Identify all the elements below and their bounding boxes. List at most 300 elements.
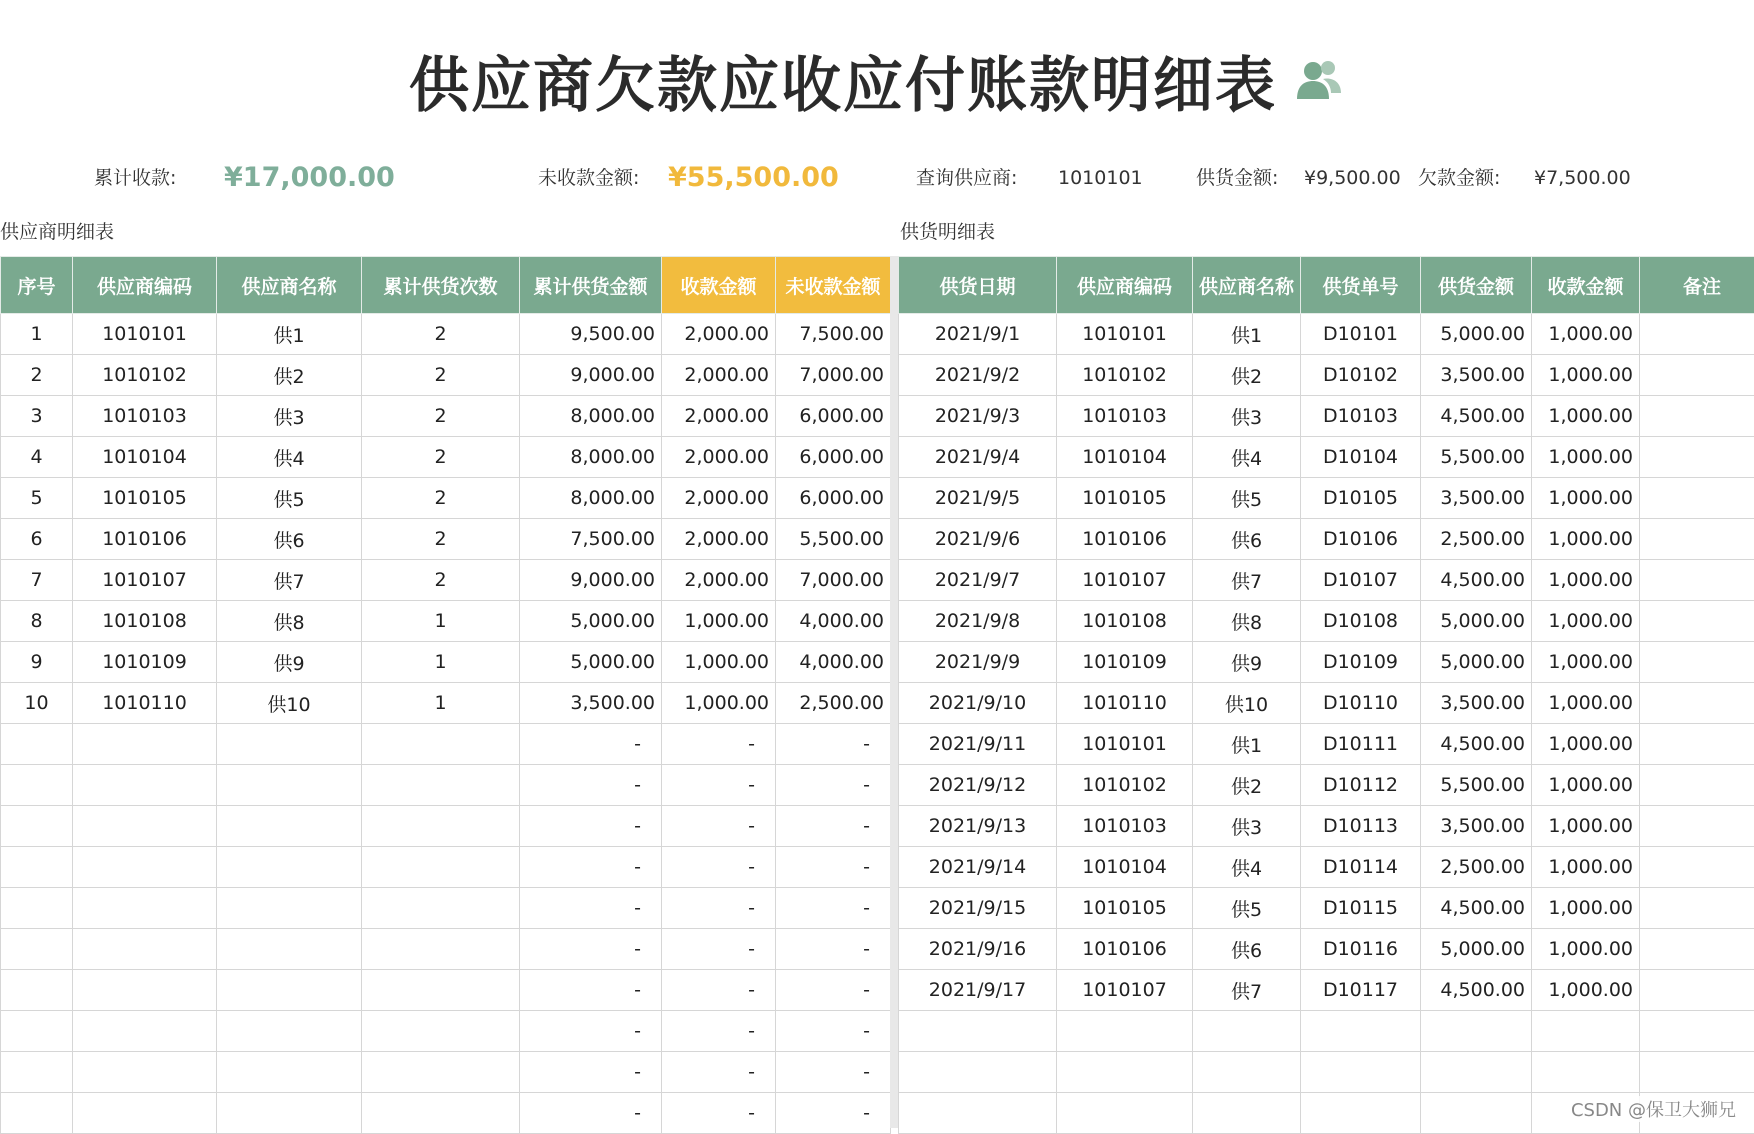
table-cell[interactable]: 供1 xyxy=(1193,724,1301,765)
table-cell[interactable] xyxy=(1640,806,1754,847)
table-cell[interactable] xyxy=(1532,1011,1640,1052)
table-cell[interactable] xyxy=(1,1011,73,1052)
table-cell[interactable] xyxy=(1640,396,1754,437)
table-cell[interactable]: 6,000.00 xyxy=(776,478,891,519)
table-cell[interactable]: D10117 xyxy=(1301,970,1421,1011)
table-cell[interactable]: 1,000.00 xyxy=(662,601,776,642)
table-cell[interactable]: 供4 xyxy=(1193,437,1301,478)
table-cell[interactable]: 1 xyxy=(362,683,520,724)
table-row xyxy=(899,560,1754,601)
table-cell[interactable]: 2021/9/6 xyxy=(899,519,1057,560)
table-cell[interactable] xyxy=(1193,1093,1301,1134)
table-cell[interactable]: - xyxy=(662,1011,776,1052)
table-cell[interactable]: 1010105 xyxy=(1057,888,1193,929)
table-cell[interactable] xyxy=(73,1052,217,1093)
table-cell[interactable]: 1,000.00 xyxy=(1532,519,1640,560)
table-cell[interactable]: 2 xyxy=(362,560,520,601)
table-cell[interactable]: - xyxy=(776,806,891,847)
table-cell[interactable]: 1 xyxy=(362,601,520,642)
table-cell[interactable] xyxy=(1,724,73,765)
table-cell[interactable]: 2,500.00 xyxy=(776,683,891,724)
table-cell[interactable]: 3,500.00 xyxy=(1421,683,1532,724)
table-cell[interactable]: 2021/9/1 xyxy=(899,314,1057,355)
table-cell[interactable]: 1010108 xyxy=(1057,601,1193,642)
table-cell[interactable] xyxy=(1640,847,1754,888)
table-cell[interactable]: 供10 xyxy=(217,683,362,724)
table-cell[interactable]: 2,500.00 xyxy=(1421,847,1532,888)
table-cell[interactable] xyxy=(1640,560,1754,601)
table-cell[interactable]: 供5 xyxy=(217,478,362,519)
table-cell[interactable]: 1010103 xyxy=(73,396,217,437)
table-cell[interactable]: 1,000.00 xyxy=(1532,847,1640,888)
table-cell[interactable] xyxy=(899,1011,1057,1052)
table-cell[interactable]: 2 xyxy=(362,519,520,560)
table-cell[interactable]: 6,000.00 xyxy=(776,396,891,437)
table-cell[interactable]: 1,000.00 xyxy=(1532,806,1640,847)
table-cell[interactable]: D10101 xyxy=(1301,314,1421,355)
table-cell[interactable] xyxy=(1301,1093,1421,1134)
table-cell[interactable]: 1010106 xyxy=(1057,519,1193,560)
table-cell[interactable]: 1,000.00 xyxy=(1532,560,1640,601)
table-cell[interactable]: 1010103 xyxy=(1057,806,1193,847)
table-cell[interactable]: 1010108 xyxy=(73,601,217,642)
table-cell[interactable]: 4,500.00 xyxy=(1421,724,1532,765)
table-cell[interactable]: 2,000.00 xyxy=(662,437,776,478)
table-cell[interactable]: - xyxy=(776,847,891,888)
table-cell[interactable]: 3 xyxy=(1,396,73,437)
supply-table-header-cell[interactable]: 供货日期 xyxy=(899,257,1057,314)
table-cell[interactable] xyxy=(73,1093,217,1134)
table-cell[interactable]: 1010102 xyxy=(1057,765,1193,806)
table-cell[interactable]: D10109 xyxy=(1301,642,1421,683)
table-cell[interactable]: 供4 xyxy=(1193,847,1301,888)
table-cell[interactable]: 1010106 xyxy=(1057,929,1193,970)
table-cell[interactable]: D10108 xyxy=(1301,601,1421,642)
table-cell[interactable] xyxy=(1057,1011,1193,1052)
table-cell[interactable] xyxy=(73,929,217,970)
table-cell[interactable]: 8,000.00 xyxy=(520,437,662,478)
query-supplier-input[interactable]: 1010101 xyxy=(1058,158,1143,198)
table-cell[interactable]: - xyxy=(520,929,662,970)
table-cell[interactable]: 9,500.00 xyxy=(520,314,662,355)
table-cell[interactable]: 1010104 xyxy=(1057,847,1193,888)
table-cell[interactable] xyxy=(362,1011,520,1052)
table-cell[interactable]: - xyxy=(520,806,662,847)
table-cell[interactable] xyxy=(73,724,217,765)
table-cell[interactable] xyxy=(217,765,362,806)
table-cell[interactable] xyxy=(1057,1052,1193,1093)
table-cell[interactable]: 2021/9/17 xyxy=(899,970,1057,1011)
table-cell[interactable]: 供3 xyxy=(1193,806,1301,847)
table-cell[interactable]: 供1 xyxy=(217,314,362,355)
table-cell[interactable] xyxy=(1,765,73,806)
table-cell[interactable]: 8,000.00 xyxy=(520,478,662,519)
table-cell[interactable]: - xyxy=(520,1052,662,1093)
table-cell[interactable]: D10112 xyxy=(1301,765,1421,806)
table-cell[interactable] xyxy=(362,970,520,1011)
table-cell[interactable]: 2021/9/11 xyxy=(899,724,1057,765)
table-cell[interactable]: 2,500.00 xyxy=(1421,519,1532,560)
table-cell[interactable]: 2021/9/15 xyxy=(899,888,1057,929)
table-cell[interactable]: D10107 xyxy=(1301,560,1421,601)
table-cell[interactable] xyxy=(1421,1011,1532,1052)
table-cell[interactable] xyxy=(1640,478,1754,519)
table-cell[interactable] xyxy=(73,970,217,1011)
supply-table-header-cell[interactable]: 供应商名称 xyxy=(1193,257,1301,314)
table-cell[interactable]: 1010107 xyxy=(1057,560,1193,601)
table-cell[interactable] xyxy=(217,970,362,1011)
table-cell[interactable]: 1010110 xyxy=(1057,683,1193,724)
table-cell[interactable]: 供6 xyxy=(1193,929,1301,970)
table-cell[interactable]: 1010107 xyxy=(1057,970,1193,1011)
table-cell[interactable]: 7,000.00 xyxy=(776,355,891,396)
table-cell[interactable]: 2021/9/3 xyxy=(899,396,1057,437)
table-cell[interactable]: 2 xyxy=(362,314,520,355)
table-cell[interactable]: 供7 xyxy=(1193,560,1301,601)
table-cell[interactable]: 2021/9/10 xyxy=(899,683,1057,724)
supply-table-header-cell[interactable]: 供货单号 xyxy=(1301,257,1421,314)
table-cell[interactable]: 9 xyxy=(1,642,73,683)
table-cell[interactable]: - xyxy=(776,724,891,765)
table-cell[interactable]: - xyxy=(776,765,891,806)
table-cell[interactable]: 1,000.00 xyxy=(1532,355,1640,396)
table-cell[interactable] xyxy=(1421,1052,1532,1093)
table-cell[interactable]: 1,000.00 xyxy=(1532,724,1640,765)
table-cell[interactable]: 1,000.00 xyxy=(1532,396,1640,437)
table-cell[interactable]: 5,000.00 xyxy=(1421,314,1532,355)
table-cell[interactable] xyxy=(1,888,73,929)
table-cell[interactable]: 6 xyxy=(1,519,73,560)
table-cell[interactable] xyxy=(1640,601,1754,642)
table-cell[interactable]: D10111 xyxy=(1301,724,1421,765)
table-cell[interactable]: 供6 xyxy=(217,519,362,560)
table-cell[interactable] xyxy=(362,765,520,806)
table-row xyxy=(1,519,891,560)
table-cell[interactable]: D10106 xyxy=(1301,519,1421,560)
table-cell[interactable]: 供4 xyxy=(217,437,362,478)
table-cell[interactable] xyxy=(1193,1011,1301,1052)
table-cell[interactable]: 1010109 xyxy=(1057,642,1193,683)
table-cell[interactable]: 4,500.00 xyxy=(1421,970,1532,1011)
table-cell[interactable] xyxy=(1193,1052,1301,1093)
table-cell[interactable]: 5,000.00 xyxy=(1421,642,1532,683)
table-cell[interactable]: 8,000.00 xyxy=(520,396,662,437)
table-row xyxy=(1,396,891,437)
table-cell[interactable]: 1010101 xyxy=(73,314,217,355)
table-cell[interactable]: 4 xyxy=(1,437,73,478)
table-cell[interactable]: 2021/9/12 xyxy=(899,765,1057,806)
table-cell[interactable]: - xyxy=(662,929,776,970)
table-cell[interactable] xyxy=(1,929,73,970)
table-cell[interactable]: - xyxy=(662,1052,776,1093)
table-cell[interactable] xyxy=(1,847,73,888)
table-cell[interactable]: 1,000.00 xyxy=(1532,314,1640,355)
table-cell[interactable]: 5,000.00 xyxy=(1421,601,1532,642)
table-cell[interactable]: 7,500.00 xyxy=(776,314,891,355)
table-cell[interactable]: 9,000.00 xyxy=(520,560,662,601)
table-cell[interactable] xyxy=(362,929,520,970)
table-cell[interactable]: 供2 xyxy=(1193,355,1301,396)
table-cell[interactable]: D10110 xyxy=(1301,683,1421,724)
table-cell[interactable]: 供7 xyxy=(217,560,362,601)
table-cell[interactable]: 4,000.00 xyxy=(776,642,891,683)
table-cell[interactable]: 1010104 xyxy=(73,437,217,478)
table-cell[interactable] xyxy=(1640,970,1754,1011)
table-cell[interactable]: 1,000.00 xyxy=(1532,683,1640,724)
table-cell[interactable] xyxy=(217,1011,362,1052)
table-cell[interactable]: 7 xyxy=(1,560,73,601)
table-cell[interactable]: D10115 xyxy=(1301,888,1421,929)
table-cell[interactable]: 5,000.00 xyxy=(520,642,662,683)
table-cell[interactable]: 1 xyxy=(1,314,73,355)
supply-table-header-cell[interactable]: 备注 xyxy=(1640,257,1754,314)
table-cell[interactable]: - xyxy=(776,1011,891,1052)
table-cell[interactable]: 供3 xyxy=(1193,396,1301,437)
table-cell[interactable]: 2,000.00 xyxy=(662,396,776,437)
table-cell[interactable] xyxy=(362,847,520,888)
table-cell[interactable]: - xyxy=(662,765,776,806)
table-cell[interactable]: D10103 xyxy=(1301,396,1421,437)
table-cell[interactable] xyxy=(1640,437,1754,478)
table-cell[interactable]: 供9 xyxy=(217,642,362,683)
table-cell[interactable]: 供8 xyxy=(1193,601,1301,642)
table-cell[interactable]: 1,000.00 xyxy=(1532,888,1640,929)
table-cell[interactable] xyxy=(217,1093,362,1134)
table-cell[interactable] xyxy=(217,1052,362,1093)
table-cell[interactable]: 1,000.00 xyxy=(662,642,776,683)
table-cell[interactable]: 1,000.00 xyxy=(1532,478,1640,519)
supplier-table-header-cell[interactable]: 序号 xyxy=(1,257,73,314)
table-cell[interactable] xyxy=(217,724,362,765)
table-cell[interactable]: 2 xyxy=(362,355,520,396)
table-cell[interactable]: 4,500.00 xyxy=(1421,396,1532,437)
table-cell[interactable]: 1010109 xyxy=(73,642,217,683)
table-cell[interactable] xyxy=(1,1093,73,1134)
table-cell[interactable]: - xyxy=(520,765,662,806)
table-cell[interactable]: 2,000.00 xyxy=(662,519,776,560)
table-cell[interactable]: - xyxy=(776,1093,891,1134)
table-cell[interactable]: 1,000.00 xyxy=(1532,970,1640,1011)
table-cell[interactable]: D10113 xyxy=(1301,806,1421,847)
table-cell[interactable]: 供10 xyxy=(1193,683,1301,724)
table-cell[interactable]: 1010106 xyxy=(73,519,217,560)
table-cell[interactable]: 1010105 xyxy=(73,478,217,519)
table-cell[interactable]: 5,000.00 xyxy=(1421,929,1532,970)
table-cell[interactable]: 1 xyxy=(362,642,520,683)
table-cell[interactable]: 供2 xyxy=(217,355,362,396)
table-cell[interactable] xyxy=(73,765,217,806)
table-cell[interactable]: 1,000.00 xyxy=(1532,601,1640,642)
table-cell[interactable] xyxy=(1640,314,1754,355)
table-cell[interactable]: 供7 xyxy=(1193,970,1301,1011)
table-cell[interactable]: 1010103 xyxy=(1057,396,1193,437)
table-cell[interactable]: 2021/9/9 xyxy=(899,642,1057,683)
supply-table-header-row xyxy=(899,257,1754,314)
table-cell[interactable]: - xyxy=(662,724,776,765)
table-cell[interactable]: - xyxy=(776,929,891,970)
supply-table-header-cell[interactable]: 供应商编码 xyxy=(1057,257,1193,314)
total-received-label: 累计收款: xyxy=(94,158,176,198)
table-cell[interactable]: 3,500.00 xyxy=(520,683,662,724)
table-cell[interactable]: 1010104 xyxy=(1057,437,1193,478)
table-cell[interactable]: - xyxy=(662,806,776,847)
table-cell[interactable] xyxy=(1640,355,1754,396)
table-cell[interactable]: - xyxy=(662,970,776,1011)
table-cell[interactable]: - xyxy=(520,1011,662,1052)
table-cell[interactable]: 1,000.00 xyxy=(1532,929,1640,970)
table-cell[interactable] xyxy=(1,1052,73,1093)
table-cell[interactable]: 2021/9/4 xyxy=(899,437,1057,478)
table-cell[interactable]: - xyxy=(662,888,776,929)
table-cell[interactable]: 5,500.00 xyxy=(1421,765,1532,806)
table-cell[interactable]: - xyxy=(776,1052,891,1093)
table-cell[interactable]: - xyxy=(776,888,891,929)
table-cell[interactable]: 4,000.00 xyxy=(776,601,891,642)
table-cell[interactable]: 供9 xyxy=(1193,642,1301,683)
table-cell[interactable] xyxy=(73,888,217,929)
table-cell[interactable] xyxy=(1,806,73,847)
table-cell[interactable]: 1010102 xyxy=(73,355,217,396)
table-cell[interactable]: 1010107 xyxy=(73,560,217,601)
table-cell[interactable]: 1010101 xyxy=(1057,314,1193,355)
table-cell[interactable] xyxy=(362,1093,520,1134)
table-cell[interactable]: - xyxy=(520,724,662,765)
table-cell[interactable] xyxy=(73,847,217,888)
table-cell[interactable]: 供2 xyxy=(1193,765,1301,806)
table-cell[interactable] xyxy=(1640,519,1754,560)
table-cell[interactable]: 1010102 xyxy=(1057,355,1193,396)
table-cell[interactable]: 10 xyxy=(1,683,73,724)
table-cell[interactable]: 供5 xyxy=(1193,478,1301,519)
table-cell[interactable]: 2021/9/16 xyxy=(899,929,1057,970)
table-cell[interactable] xyxy=(1640,888,1754,929)
table-cell[interactable]: 供3 xyxy=(217,396,362,437)
table-cell[interactable]: 供6 xyxy=(1193,519,1301,560)
table-cell[interactable]: D10114 xyxy=(1301,847,1421,888)
table-cell[interactable]: 2,000.00 xyxy=(662,478,776,519)
table-cell[interactable] xyxy=(1640,642,1754,683)
table-cell[interactable]: 1010101 xyxy=(1057,724,1193,765)
table-cell[interactable]: D10105 xyxy=(1301,478,1421,519)
table-cell[interactable]: 6,000.00 xyxy=(776,437,891,478)
table-cell[interactable] xyxy=(1640,765,1754,806)
table-cell[interactable]: 1,000.00 xyxy=(1532,437,1640,478)
table-cell[interactable]: - xyxy=(776,970,891,1011)
table-row xyxy=(1,601,891,642)
table-cell[interactable] xyxy=(362,806,520,847)
table-cell[interactable]: 供8 xyxy=(217,601,362,642)
table-cell[interactable] xyxy=(217,929,362,970)
table-cell[interactable] xyxy=(1057,1093,1193,1134)
table-cell[interactable] xyxy=(217,847,362,888)
table-cell[interactable]: 2021/9/8 xyxy=(899,601,1057,642)
table-cell[interactable]: 2 xyxy=(362,478,520,519)
supplier-table-header-cell[interactable]: 收款金额 xyxy=(662,257,776,314)
table-cell[interactable]: 3,500.00 xyxy=(1421,355,1532,396)
supplier-table-header-cell[interactable]: 未收款金额 xyxy=(776,257,891,314)
table-cell[interactable] xyxy=(1,970,73,1011)
supplier-table-header-cell[interactable]: 累计供货金额 xyxy=(520,257,662,314)
table-cell[interactable]: 供1 xyxy=(1193,314,1301,355)
table-cell[interactable] xyxy=(899,1093,1057,1134)
table-cell[interactable]: 2021/9/13 xyxy=(899,806,1057,847)
table-cell[interactable]: 1,000.00 xyxy=(1532,642,1640,683)
table-cell[interactable]: 7,000.00 xyxy=(776,560,891,601)
table-cell[interactable]: D10116 xyxy=(1301,929,1421,970)
table-cell[interactable]: 3,500.00 xyxy=(1421,478,1532,519)
table-cell[interactable]: - xyxy=(520,970,662,1011)
supplier-table-header-cell[interactable]: 供应商编码 xyxy=(73,257,217,314)
table-cell[interactable] xyxy=(1301,1052,1421,1093)
table-cell[interactable]: - xyxy=(662,1093,776,1134)
table-cell[interactable]: 2021/9/7 xyxy=(899,560,1057,601)
table-cell[interactable] xyxy=(362,1052,520,1093)
table-cell[interactable] xyxy=(899,1052,1057,1093)
table-cell[interactable]: 2021/9/5 xyxy=(899,478,1057,519)
supply-table-header-cell[interactable]: 供货金额 xyxy=(1421,257,1532,314)
table-cell[interactable]: - xyxy=(520,1093,662,1134)
table-cell[interactable]: 4,500.00 xyxy=(1421,560,1532,601)
table-cell[interactable] xyxy=(362,888,520,929)
table-cell[interactable]: - xyxy=(520,888,662,929)
table-cell[interactable] xyxy=(73,1011,217,1052)
table-cell[interactable]: 1,000.00 xyxy=(1532,765,1640,806)
table-cell[interactable] xyxy=(1640,724,1754,765)
table-cell[interactable]: 3,500.00 xyxy=(1421,806,1532,847)
table-cell[interactable]: 2,000.00 xyxy=(662,355,776,396)
table-cell[interactable]: 4,500.00 xyxy=(1421,888,1532,929)
supplier-table-header-cell[interactable]: 累计供货次数 xyxy=(362,257,520,314)
table-cell[interactable]: 5,500.00 xyxy=(1421,437,1532,478)
table-cell[interactable]: 9,000.00 xyxy=(520,355,662,396)
supplier-table-header-cell[interactable]: 供应商名称 xyxy=(217,257,362,314)
table-cell[interactable]: 1010105 xyxy=(1057,478,1193,519)
table-cell[interactable] xyxy=(1640,929,1754,970)
table-cell[interactable]: 2021/9/14 xyxy=(899,847,1057,888)
table-cell[interactable]: D10102 xyxy=(1301,355,1421,396)
table-cell[interactable]: 1010110 xyxy=(73,683,217,724)
table-cell[interactable]: 2021/9/2 xyxy=(899,355,1057,396)
table-cell[interactable]: 2 xyxy=(362,396,520,437)
table-cell[interactable]: - xyxy=(520,847,662,888)
table-cell[interactable]: 8 xyxy=(1,601,73,642)
table-cell[interactable] xyxy=(217,806,362,847)
table-cell[interactable]: 5,000.00 xyxy=(520,601,662,642)
table-cell[interactable]: D10104 xyxy=(1301,437,1421,478)
table-cell[interactable]: 2,000.00 xyxy=(662,314,776,355)
table-cell[interactable] xyxy=(1640,683,1754,724)
table-cell[interactable]: 5 xyxy=(1,478,73,519)
table-cell[interactable]: 7,500.00 xyxy=(520,519,662,560)
table-cell[interactable]: 2,000.00 xyxy=(662,560,776,601)
table-cell[interactable]: 2 xyxy=(1,355,73,396)
table-cell[interactable]: 1,000.00 xyxy=(662,683,776,724)
table-cell[interactable]: - xyxy=(662,847,776,888)
table-cell[interactable] xyxy=(1640,1052,1754,1093)
table-cell[interactable] xyxy=(217,888,362,929)
table-cell[interactable] xyxy=(1532,1052,1640,1093)
table-cell[interactable] xyxy=(73,806,217,847)
table-cell[interactable]: 供5 xyxy=(1193,888,1301,929)
supply-table-header-cell[interactable]: 收款金额 xyxy=(1532,257,1640,314)
table-cell[interactable] xyxy=(1301,1011,1421,1052)
table-cell[interactable]: 5,500.00 xyxy=(776,519,891,560)
table-cell[interactable] xyxy=(1640,1011,1754,1052)
table-row xyxy=(899,355,1754,396)
table-cell[interactable] xyxy=(1421,1093,1532,1134)
table-cell[interactable]: 2 xyxy=(362,437,520,478)
table-cell[interactable] xyxy=(362,724,520,765)
